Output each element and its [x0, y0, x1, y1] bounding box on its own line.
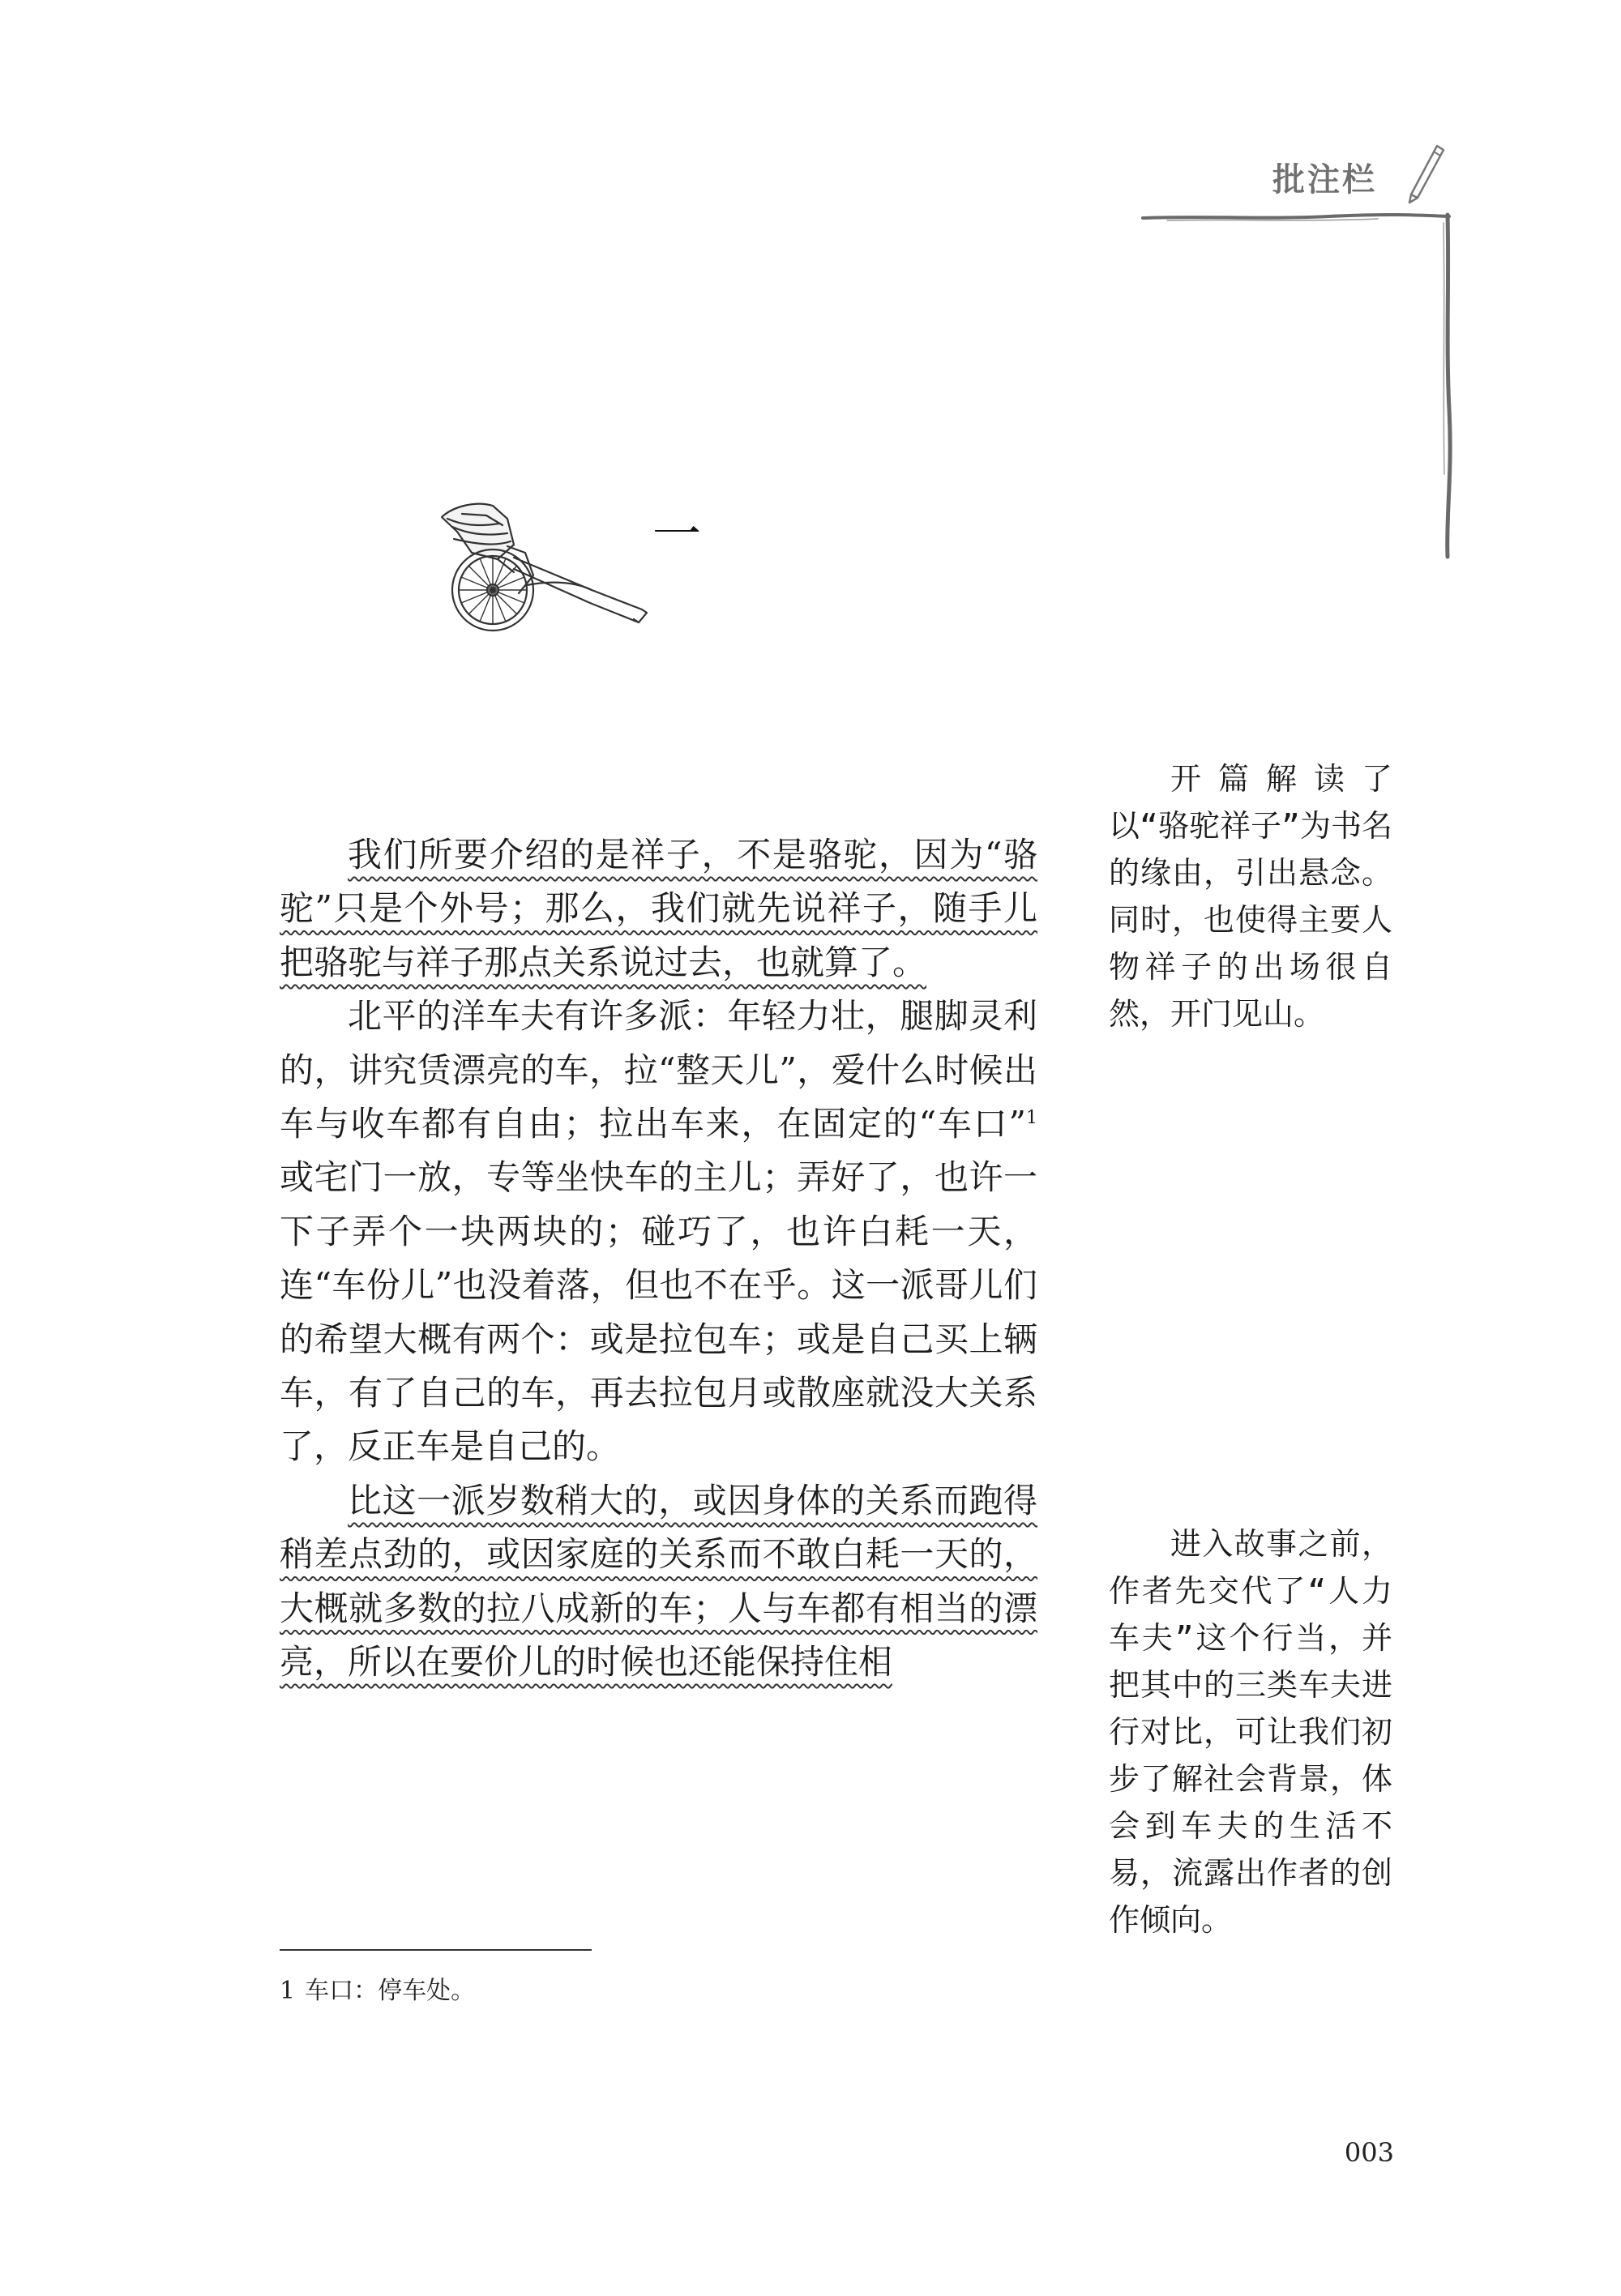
paragraph-1	[280, 828, 1037, 990]
page-number: 003	[1344, 2137, 1394, 2168]
footnote-text: 车口：停车处。	[305, 1977, 476, 2005]
paragraph-2-text-b: 或宅门一放，专等坐快车的主儿；弄好了，也许一下子弄个一块两块的；碰巧了，也许白耗一天，连“车份儿”也没着落，但也不在乎。这一派哥儿们的希望大概有两个：或是拉包车；或是自己买上辆车，有了自己的车，再去拉包月或散座就没大关系了，反正车是自己的。	[280, 1157, 1037, 1467]
chapter-number: 一	[652, 507, 701, 563]
margin-note-1: 开篇解读了以“骆驼祥子”为书名的缘由，引出悬念。同时，也使得主要人物祥子的出场很自然，开门见山。	[1109, 761, 1392, 1032]
annotation-title: 批注栏	[1272, 161, 1377, 199]
footnote	[280, 1973, 475, 2009]
footnote-divider	[280, 1949, 592, 1951]
footnote-ref-1[interactable]: 1	[1026, 1108, 1037, 1129]
annotated-passage-1: 我们所要介绍的是祥子，不是骆驼，因为“骆驼”只是个外号；那么，我们就先说祥子，随手儿把骆驼与祥子那点关系说过去，也就算了。	[280, 835, 1037, 982]
annotation-header	[1272, 144, 1467, 209]
footnote-number: 1	[280, 1977, 296, 2005]
rickshaw-cart-icon	[430, 494, 657, 644]
paragraph-3	[280, 1474, 1037, 1690]
margin-note-2: 进入故事之前，作者先交代了“人力车夫”这个行当，并把其中的三类车夫进行对比，可让我们初步了解社会背景，体会到车夫的生活不易，流露出作者的创作倾向。	[1109, 1526, 1392, 1938]
annotation-frame	[1135, 207, 1459, 563]
annotated-passage-3: 比这一派岁数稍大的，或因身体的关系而跑得稍差点劲的，或因家庭的关系而不敢白耗一天的，大概就多数的拉八成新的车；人与车都有相当的漂亮，所以在要价儿的时候也还能保持住相	[280, 1480, 1037, 1682]
pencil-icon	[1406, 144, 1447, 205]
paragraph-2	[280, 990, 1037, 1474]
paragraph-2-text-a: 北平的洋车夫有许多派：年轻力壮，腿脚灵利的，讲究赁漂亮的车，拉“整天儿”，爱什么时候出车与收车都有自由；拉出车来，在固定的“车口”	[280, 996, 1037, 1144]
body-text	[280, 828, 1037, 1690]
